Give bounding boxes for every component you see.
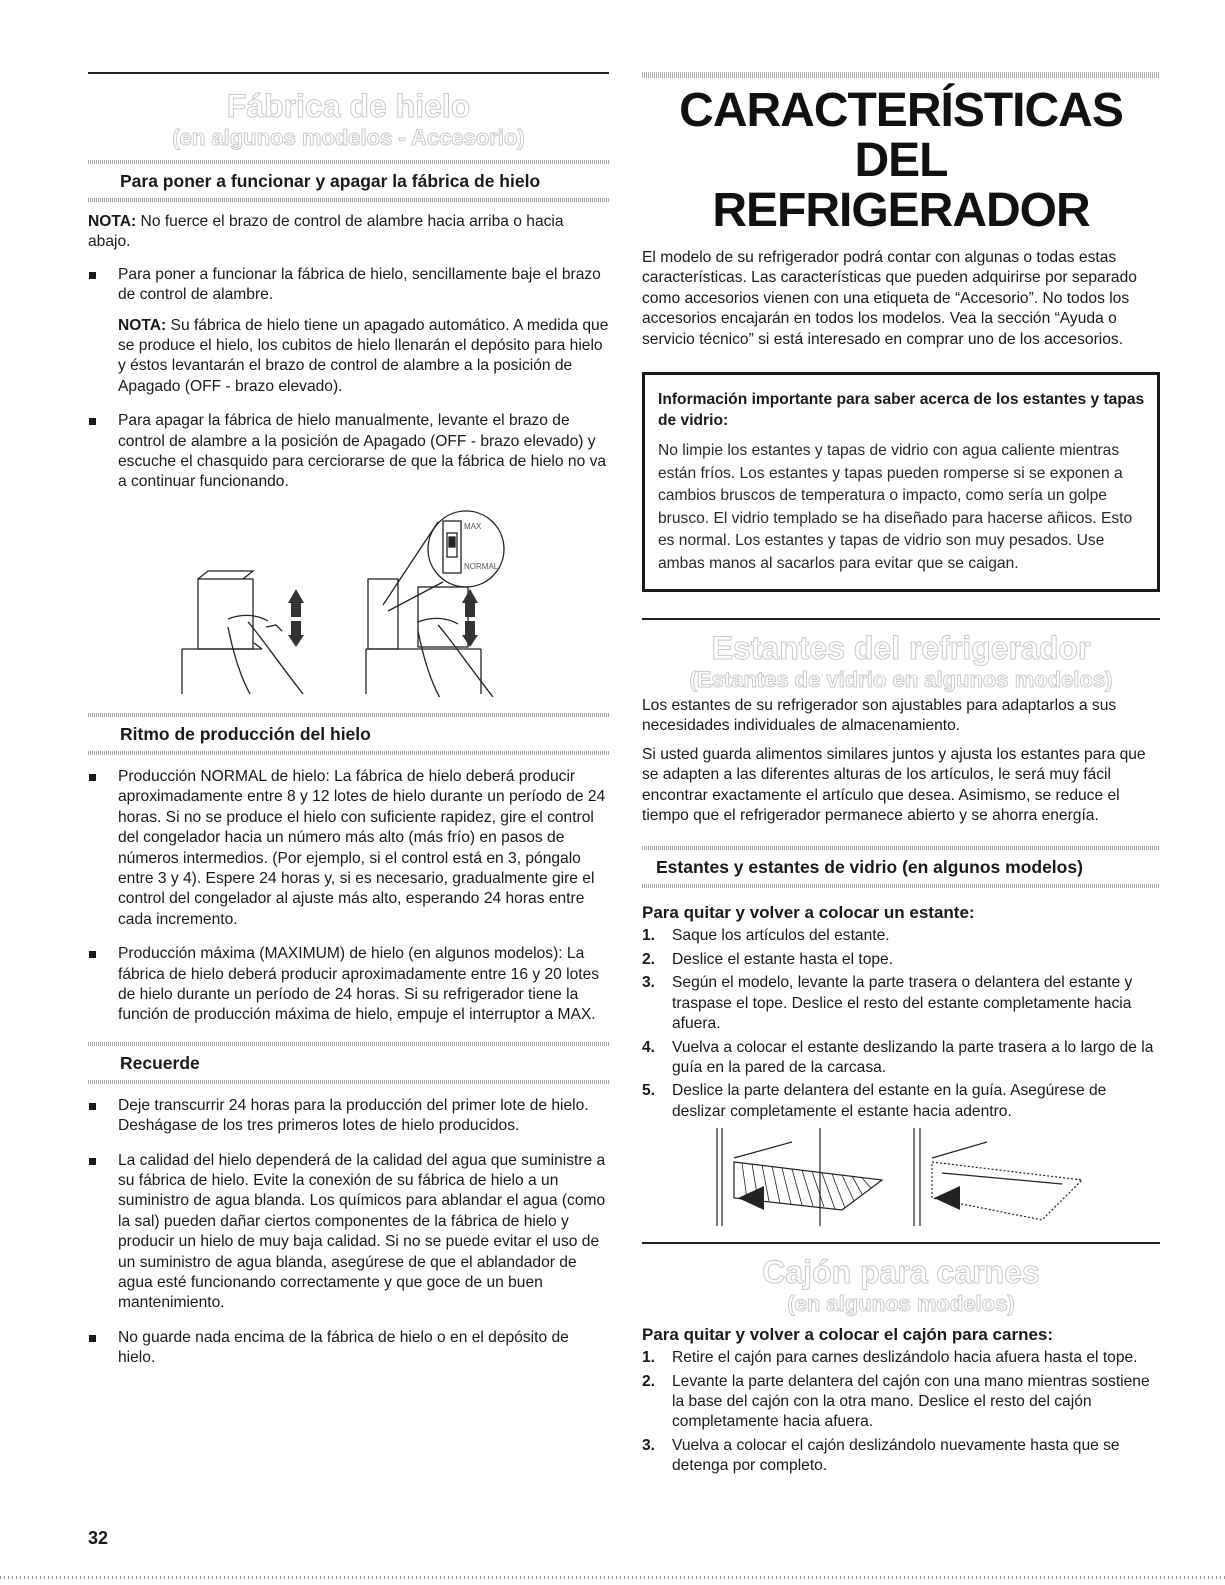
section-title-shelves: Estantes del refrigerador: [711, 630, 1091, 667]
label-normal: NORMAL: [464, 561, 499, 571]
section-rule: [642, 618, 1160, 620]
square-bullet-icon: [89, 1103, 96, 1110]
label-max: MAX: [464, 521, 482, 531]
warning-body: No limpie los estantes y tapas de vidrio con agua caliente mientras están fríos. Los estantes y tapas pueden romperse si se exponen a cambios bruscos de temperatura o impacto, como sería un golpe brusco. El vidrio templado se ha diseñado para hacerse añicos. Esto es normal. Los estantes y tapas de vidrio son muy pesados. Use ambas manos al sacarlos para evitar que se caigan.: [658, 442, 1133, 572]
step-number: 3.: [642, 1436, 656, 1454]
turn-on-off-list: [88, 265, 609, 493]
section-subtitle-shelves: (Estantes de vidrio en algunos modelos): [689, 667, 1113, 693]
list-item-text: Para poner a funcionar la fábrica de hielo, sencillamente baje el brazo de control de alambre.: [118, 265, 601, 304]
square-bullet-icon: [89, 1158, 96, 1165]
note-label: NOTA:: [118, 316, 167, 334]
list-item-text: No guarde nada encima de la fábrica de hielo o en el depósito de hielo.: [118, 1328, 569, 1367]
step-item: [642, 1081, 1160, 1122]
heading-production-rate: Ritmo de producción del hielo: [88, 719, 609, 749]
list-item-text: Producción máxima (MAXIMUM) de hielo (en algunos modelos): La fábrica de hielo deberá producir aproximadamente entre 16 y 20 lotes de hielo durante un período de 24 horas. Si su refrigerador tiene la función de producción máxima de hielo, empuje el interruptor a MAX.: [118, 945, 600, 1024]
note-label: NOTA:: [88, 213, 137, 230]
step-item: [642, 1372, 1160, 1433]
shelves-illustration: [642, 1128, 1160, 1228]
shelves-paragraph-1: Los estantes de su refrigerador son ajustables para adaptarlos a sus necesidades individuales de almacenamiento.: [642, 697, 1117, 735]
main-title-line-2: REFRIGERADOR: [712, 184, 1090, 237]
heading-remove-meat-drawer: Para quitar y volver a colocar el cajón para carnes:: [642, 1325, 1054, 1345]
step-number: 1.: [642, 927, 656, 945]
step-text: Vuelva a colocar el estante deslizando la parte trasera a lo largo de la guía en la pared de la carcasa.: [672, 1038, 1154, 1076]
list-item-text: Producción NORMAL de hielo: La fábrica de hielo deberá producir aproximadamente entre 8 y 12 lotes de hielo durante un período de 24 horas. Si no se produce el hielo con suficiente rapidez, gire el control del congelador hacia un número más alto (más frío) en pasos de números intermedios. (Por ejemplo, si el control está en 3, póngalo entre 3 y 4). Espere 24 horas y, si es necesario, gradualmente gire el control del congelador al ajuste más alto, esperando 24 horas entre cada incremento.: [118, 767, 606, 928]
shelf-removal-diagram: [642, 1128, 1160, 1228]
page-number: 32: [88, 1528, 109, 1548]
list-item: [88, 411, 609, 493]
step-item: [642, 926, 1160, 946]
heading-shelves-glass: Estantes y estantes de vidrio (en algunos modelos): [642, 852, 1160, 882]
note-text: Su fábrica de hielo tiene un apagado automático. A medida que se produce el hielo, los cubitos de hielo llenarán el depósito para hielo y éstos levantarán el brazo de control de alambre a la posición de Apagado (OFF - brazo elevado).: [118, 316, 609, 395]
list-item: [88, 767, 609, 930]
step-text: Deslice la parte delantera del estante en la guía. Asegúrese de deslizar completamente el estante hacia adentro.: [672, 1082, 1107, 1120]
list-item-text: Para apagar la fábrica de hielo manualmente, levante el brazo de control de alambre a la posición de Apagado (OFF - brazo elevado) y escuche el chasquido para cerciorarse de que la fábrica de hielo no va a continuar funcionando.: [118, 412, 607, 491]
step-number: 5.: [642, 1082, 656, 1100]
list-item: [88, 1328, 609, 1369]
step-number: 1.: [642, 1349, 656, 1367]
warning-title: Información importante para saber acerca de los estantes y tapas de vidrio:: [658, 391, 1145, 430]
shelf-steps: [642, 926, 1160, 1122]
step-number: 3.: [642, 974, 656, 992]
step-item: [642, 1348, 1160, 1368]
sub-note: [118, 316, 609, 398]
step-text: Saque los artículos del estante.: [672, 927, 890, 945]
square-bullet-icon: [89, 1335, 96, 1342]
list-item-text: Deje transcurrir 24 horas para la producción del primer lote de hielo. Deshágase de los tres primeros lotes de hielo producidos.: [118, 1096, 589, 1135]
left-column: [88, 72, 609, 1383]
step-item: [642, 1436, 1160, 1477]
step-number: 4.: [642, 1038, 656, 1056]
note-paragraph: [88, 212, 609, 253]
shelves-paragraph-2: Si usted guarda alimentos similares juntos y ajusta los estantes para que se adapten a las diferentes alturas de los artículos, le será muy fácil encontrar exactamente el artículo que desea. Asimismo, se reduce el tiempo que el refrigerador permanece abierto y se ahorra energía.: [642, 745, 1146, 825]
step-item: [642, 1038, 1160, 1079]
list-item: [88, 1096, 609, 1137]
list-item: [88, 265, 609, 397]
warning-box: [642, 372, 1160, 592]
section-title-ice-maker: Fábrica de hielo: [226, 88, 471, 124]
step-text: Deslice el estante hasta el tope.: [672, 950, 894, 968]
list-item: [88, 1151, 609, 1314]
step-text: Retire el cajón para carnes deslizándolo hacia afuera hasta el tope.: [672, 1349, 1138, 1367]
production-rate-list: [88, 767, 609, 1026]
heading-remember: Recuerde: [88, 1048, 609, 1078]
main-title-line-1: CARACTERÍSTICAS DEL: [679, 84, 1123, 187]
step-number: 2.: [642, 950, 656, 968]
square-bullet-icon: [89, 418, 96, 425]
step-text: Levante la parte delantera del cajón con una mano mientras sostiene la base del cajón con la otra mano. Deslice el resto del cajón completamente hacia afuera.: [672, 1372, 1150, 1431]
heading-turn-on-off: Para poner a funcionar y apagar la fábrica de hielo: [88, 166, 609, 196]
step-text: Vuelva a colocar el cajón deslizándolo nuevamente hasta que se detenga por completo.: [672, 1436, 1120, 1475]
remember-list: [88, 1096, 609, 1369]
right-column: [642, 72, 1160, 1480]
top-dotted-rule: [642, 72, 1160, 78]
step-number: 2.: [642, 1372, 656, 1390]
square-bullet-icon: [89, 774, 96, 781]
square-bullet-icon: [89, 951, 96, 958]
step-text: Según el modelo, levante la parte trasera o delantera del estante y traspase el tope. Deslice el resto del estante completamente hacia afuera.: [672, 974, 1133, 1033]
step-item: [642, 950, 1160, 970]
section-subtitle-ice-maker: (en algunos modelos - Accesorio): [172, 125, 525, 150]
list-item-text: La calidad del hielo dependerá de la calidad del agua que suministre a su fábrica de hielo. Evite la conexión de su fábrica de hielo a un suministro de agua blanda. Los químicos para ablandar el agua (como la sal) pueden dañar ciertos componentes de la fábrica de hielo y producir un hielo de muy baja calidad. Si no se puede evitar el uso de un suministro de agua blanda, asegúrese de que el ablandador de agua esté funcionando correctamente y que goce de un buen mantenimiento.: [118, 1151, 606, 1312]
note-text: No fuerce el brazo de control de alambre hacia arriba o hacia abajo.: [88, 213, 564, 251]
heading-remove-shelf: Para quitar y volver a colocar un estante:: [642, 903, 975, 923]
ice-maker-arm-diagram: [88, 507, 609, 697]
bottom-dotted-border: [0, 1576, 1225, 1579]
section-rule: [642, 1242, 1160, 1244]
meat-drawer-steps: [642, 1348, 1160, 1476]
section-title-meat-drawer: Cajón para carnes: [762, 1254, 1040, 1291]
intro-paragraph: El modelo de su refrigerador podrá contar con algunas o todas estas características. Las características que pueden adquirirse por separado como accesorios vienen con una etiqueta de “Accesorio”. No todos los accesorios encajarán en todos los modelos. Vea la sección “Ayuda o servicio técnico” si está interesado en comprar uno de los accesorios.: [642, 249, 1137, 348]
step-item: [642, 973, 1160, 1034]
list-item: [88, 944, 609, 1026]
top-rule: [88, 72, 609, 74]
ice-maker-illustration: [88, 507, 609, 697]
section-subtitle-meat-drawer: (en algunos modelos): [787, 1291, 1015, 1317]
square-bullet-icon: [89, 272, 96, 279]
